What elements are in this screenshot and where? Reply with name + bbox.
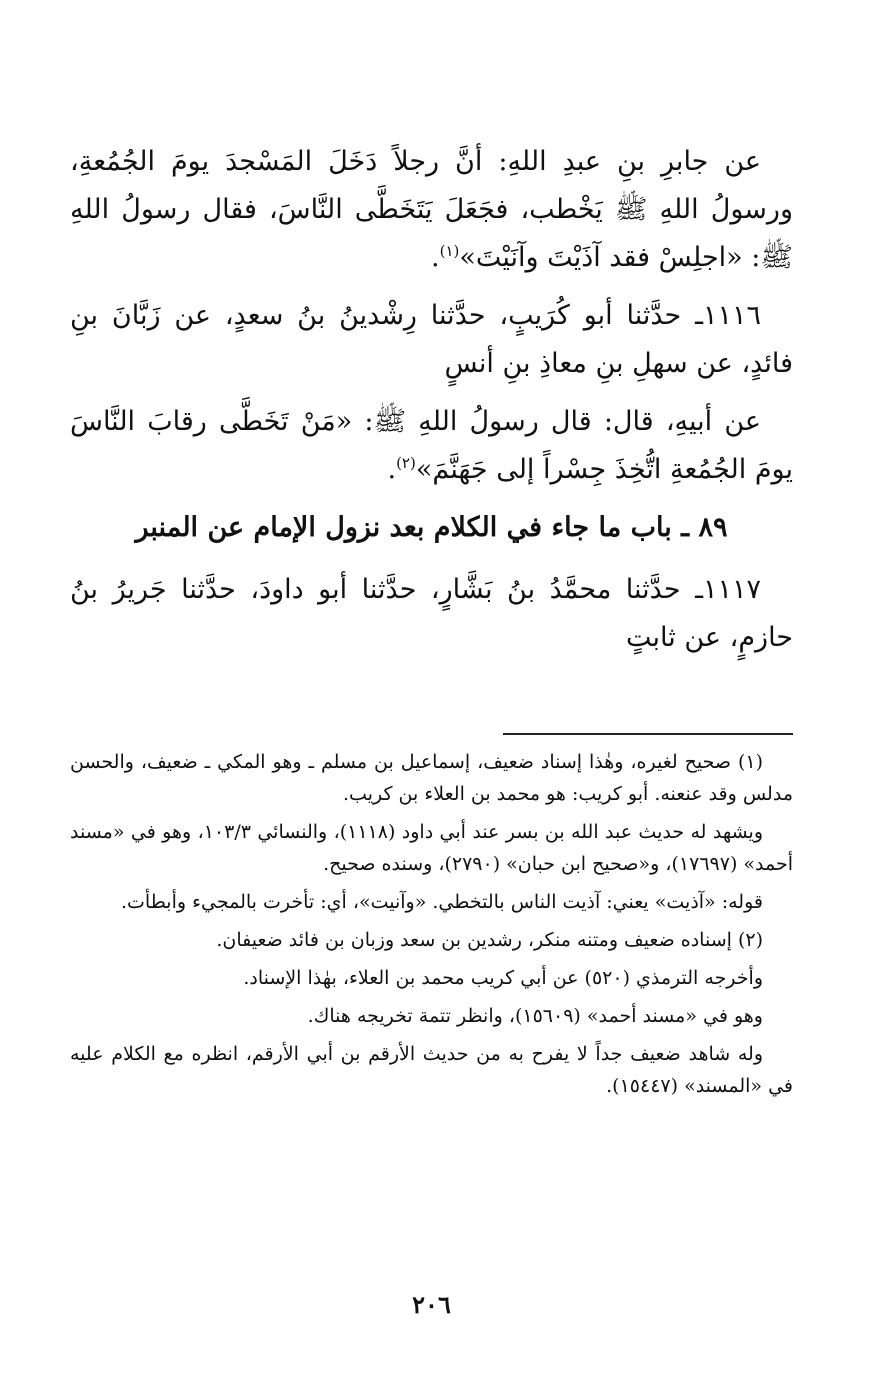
chapter-heading: ٨٩ ـ باب ما جاء في الكلام بعد نزول الإمام عن المنبر <box>135 512 728 543</box>
book-page <box>70 0 793 1384</box>
footnote-1-witness: ويشهد له حديث عبد الله بن بسر عند أبي داود (١١١٨)، والنسائي ١٠٣/٣، وهو في «مسند أحمد» (١٧٦٩٧)، و«صحيح ابن حبان» (٢٧٩٠)، وسنده صحيح. <box>70 821 793 875</box>
main-text <box>70 138 793 672</box>
footnote-2-takhrij: وأخرجه الترمذي (٥٢٠) عن أبي كريب محمد بن العلاء، بهٰذا الإسناد. <box>243 967 763 989</box>
paragraph-end: . <box>430 242 440 273</box>
footnotes <box>70 746 793 1108</box>
footnote-2-witness: وله شاهد ضعيف جداً لا يفرح به من حديث الأرقم بن أبي الأرقم، انظره مع الكلام عليه في «المسند» (١٥٤٤٧). <box>70 1043 793 1097</box>
footnote-marker-1: (١) <box>439 242 460 260</box>
footnote-2-musnad: وهو في «مسند أحمد» (١٥٦٠٩)، وانظر تتمة تخريجه هناك. <box>307 1005 763 1027</box>
isnad-paragraph-1116 <box>70 292 793 388</box>
hadith-paragraph-2 <box>70 398 793 494</box>
hadith-paragraph-1 <box>70 138 793 282</box>
footnote-marker-2: (٢) <box>396 454 416 472</box>
page-number: ٢٠٦ <box>412 1290 451 1319</box>
paragraph-text: عن جابرِ بنِ عبدِ اللهِ: أنَّ رجلاً دَخَلَ المَسْجدَ يومَ الجُمُعةِ، ورسولُ اللهِ ﷺ يَخْطب، فجَعَلَ يَتَخَطَّى النَّاسَ، فقال رسولُ اللهِ ﷺ: «اجلِسْ فقد آذَيْتَ وآنَيْتَ» <box>70 146 793 273</box>
isnad-paragraph-1117: ١١١٧ـ حدَّثنا محمَّدُ بنُ بَشَّارٍ، حدَّثنا أبو داودَ، حدَّثنا جَريرُ بنُ حازمٍ، عن ثابتٍ <box>70 574 793 653</box>
paragraph-text: ١١١٦ـ حدَّثنا أبو كُرَيبٍ، حدَّثنا رِشْدينُ بنُ سعدٍ، عن زَبَّانَ بنِ فائدٍ، عن سهلِ بنِ معاذِ بنِ أنسٍ <box>70 300 793 379</box>
footnote-1: (١) صحيح لغيره، وهٰذا إسناد ضعيف، إسماعيل بن مسلم ـ وهو المكي ـ ضعيف، والحسن مدلس وقد عنعنه. أبو كريب: هو محمد بن العلاء بن كريب. <box>70 751 793 805</box>
footnote-2: (٢) إسناده ضعيف ومتنه منكر، رشدين بن سعد وزبان بن فائد ضعيفان. <box>216 929 763 951</box>
footnote-separator <box>503 733 793 735</box>
paragraph-end: . <box>387 454 397 485</box>
footnote-1-gloss: قوله: «آذيت» يعني: آذيت الناس بالتخطي. «وآنيت»، أي: تأخرت بالمجيء وأبطأت. <box>120 891 763 913</box>
paragraph-text: عن أبيهِ، قال: قال رسولُ اللهِ ﷺ: «مَنْ تَخَطَّى رقابَ النَّاسَ يومَ الجُمُعةِ اتُّخِذَ جِسْراً إلى جَهَنَّمَ» <box>70 406 793 485</box>
